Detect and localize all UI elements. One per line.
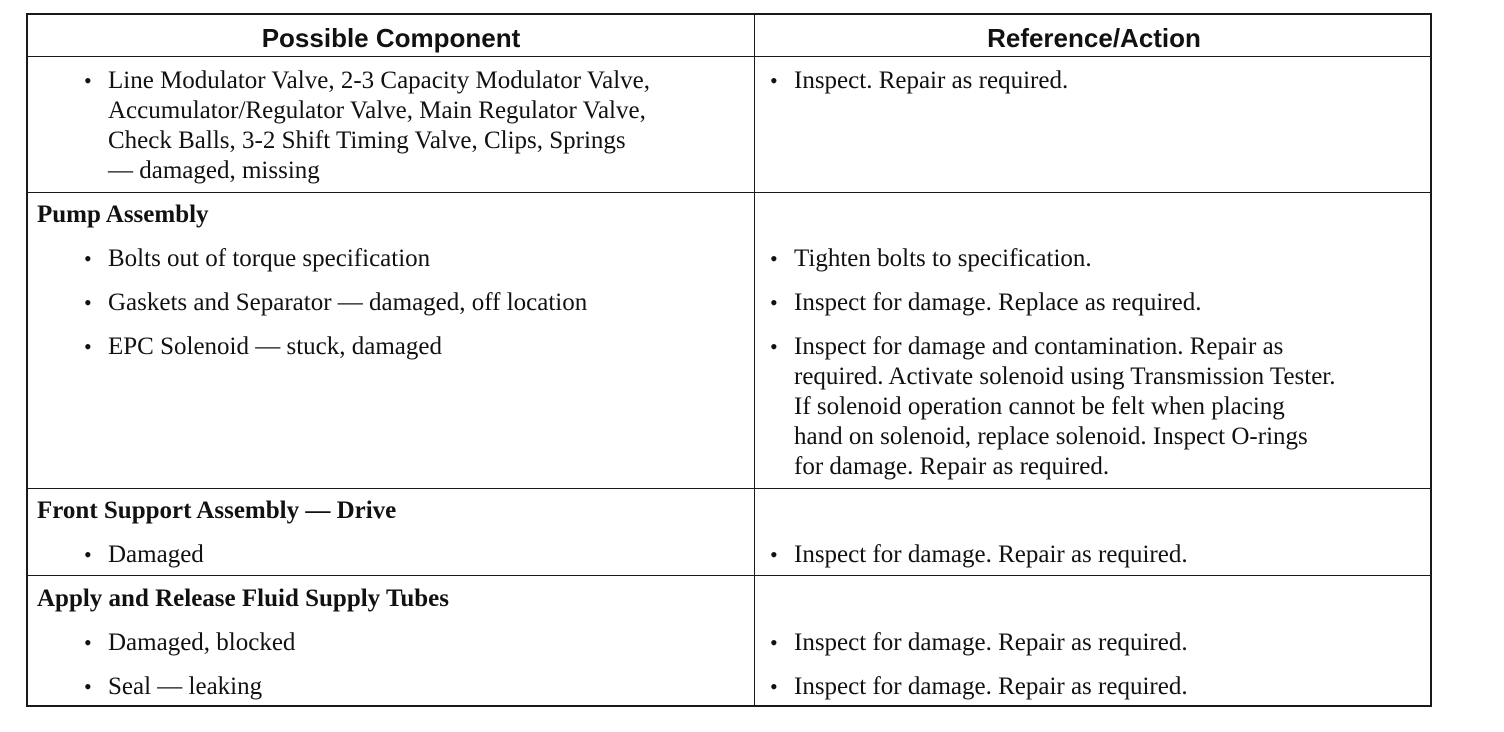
action-text: Tighten bolts to specification. xyxy=(794,245,1092,272)
row-divider xyxy=(28,488,1430,489)
bullet: • xyxy=(770,68,778,93)
component-line: — damaged, missing xyxy=(108,157,320,184)
component-item: Bolts out of torque specification xyxy=(108,245,431,272)
bullet: • xyxy=(770,246,778,271)
component-item: Gaskets and Separator — damaged, off location xyxy=(108,289,588,316)
section-title-pump-assembly: Pump Assembly xyxy=(37,201,209,228)
bullet: • xyxy=(770,542,778,567)
component-line: Accumulator/Regulator Valve, Main Regulator Valve, xyxy=(108,97,646,124)
header-possible-component: Possible Component xyxy=(261,23,521,53)
bullet: • xyxy=(770,674,778,699)
component-item: EPC Solenoid — stuck, damaged xyxy=(108,333,442,360)
section-title-supply-tubes: Apply and Release Fluid Supply Tubes xyxy=(37,585,449,612)
row-divider xyxy=(28,192,1430,193)
bullet: • xyxy=(84,68,92,93)
bullet: • xyxy=(84,334,92,359)
bullet: • xyxy=(770,630,778,655)
component-item: Seal — leaking xyxy=(108,673,263,700)
action-text: for damage. Repair as required. xyxy=(794,453,1110,480)
section-title-front-support: Front Support Assembly — Drive xyxy=(37,497,397,524)
action-text: If solenoid operation cannot be felt when placing xyxy=(794,393,1285,420)
action-text: Inspect for damage. Replace as required. xyxy=(794,289,1202,316)
action-text: required. Activate solenoid using Transmission Tester. xyxy=(794,363,1336,390)
component-line: Line Modulator Valve, 2-3 Capacity Modulator Valve, xyxy=(108,67,651,94)
troubleshooting-table xyxy=(26,13,1432,707)
component-item: Damaged xyxy=(108,541,204,568)
bullet: • xyxy=(84,542,92,567)
column-divider xyxy=(754,15,755,705)
action-text: Inspect for damage and contamination. Repair as xyxy=(794,333,1284,360)
action-text: Inspect for damage. Repair as required. xyxy=(794,629,1188,656)
bullet: • xyxy=(770,334,778,359)
action-text: Inspect for damage. Repair as required. xyxy=(794,541,1188,568)
component-line: Check Balls, 3-2 Shift Timing Valve, Clips, Springs xyxy=(108,127,626,154)
action-text: Inspect for damage. Repair as required. xyxy=(794,673,1188,700)
row-divider xyxy=(28,575,1430,576)
header-reference-action: Reference/Action xyxy=(987,23,1201,53)
component-item: Damaged, blocked xyxy=(108,629,296,656)
action-text: hand on solenoid, replace solenoid. Inspect O-rings xyxy=(794,423,1308,450)
bullet: • xyxy=(84,674,92,699)
bullet: • xyxy=(770,290,778,315)
bullet: • xyxy=(84,630,92,655)
action-text: Inspect. Repair as required. xyxy=(794,67,1069,94)
bullet: • xyxy=(84,246,92,271)
header-divider xyxy=(28,56,1430,57)
bullet: • xyxy=(84,290,92,315)
